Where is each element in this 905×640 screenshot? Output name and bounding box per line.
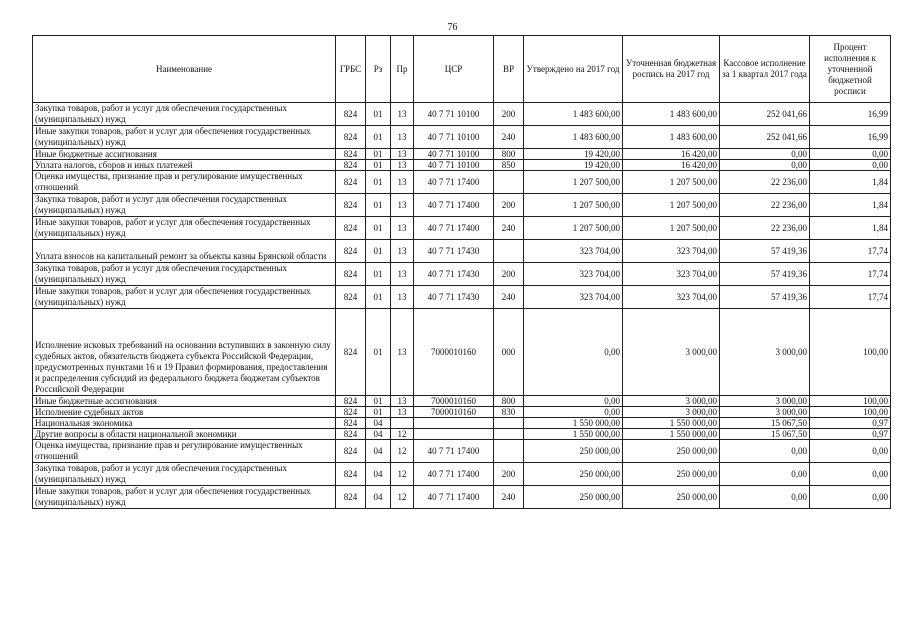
row-refined: 1 483 600,00	[623, 103, 720, 126]
row-rz: 01	[366, 160, 391, 171]
row-csr	[414, 418, 494, 429]
row-name: Уплата взносов на капитальный ремонт за объекты казны Брянской области	[33, 240, 336, 263]
row-grbs: 824	[336, 286, 366, 309]
row-executed: 57 419,36	[720, 263, 810, 286]
header-percent: Процент исполнения к уточненной бюджетной росписи	[810, 36, 891, 103]
row-csr: 40 7 71 17430	[414, 286, 494, 309]
row-approved: 1 550 000,00	[524, 418, 623, 429]
row-csr: 7000010160	[414, 407, 494, 418]
row-pr: 13	[391, 126, 414, 149]
row-grbs: 824	[336, 396, 366, 407]
row-pr: 12	[391, 429, 414, 440]
row-executed: 0,00	[720, 440, 810, 463]
header-vr: ВР	[494, 36, 524, 103]
row-grbs: 824	[336, 407, 366, 418]
row-vr: 240	[494, 217, 524, 240]
row-executed: 22 236,00	[720, 217, 810, 240]
row-csr: 40 7 71 17400	[414, 463, 494, 486]
row-rz: 01	[366, 171, 391, 194]
row-name: Закупка товаров, работ и услуг для обеспечения государственных (муниципальных) нужд	[33, 463, 336, 486]
row-rz: 01	[366, 149, 391, 160]
row-percent: 1,84	[810, 194, 891, 217]
row-executed: 15 067,50	[720, 418, 810, 429]
row-csr: 40 7 71 17430	[414, 263, 494, 286]
row-grbs: 824	[336, 217, 366, 240]
row-refined: 16 420,00	[623, 160, 720, 171]
row-executed: 57 419,36	[720, 286, 810, 309]
row-approved: 250 000,00	[524, 486, 623, 509]
row-refined: 323 704,00	[623, 240, 720, 263]
row-vr: 800	[494, 149, 524, 160]
row-refined: 16 420,00	[623, 149, 720, 160]
row-grbs: 824	[336, 103, 366, 126]
row-grbs: 824	[336, 440, 366, 463]
row-percent: 100,00	[810, 407, 891, 418]
row-executed: 0,00	[720, 160, 810, 171]
row-rz: 01	[366, 263, 391, 286]
row-approved: 250 000,00	[524, 440, 623, 463]
row-vr: 000	[494, 309, 524, 396]
row-vr: 800	[494, 396, 524, 407]
table-row	[33, 486, 891, 509]
row-refined: 3 000,00	[623, 396, 720, 407]
table-row	[33, 429, 891, 440]
row-approved: 323 704,00	[524, 286, 623, 309]
row-csr: 7000010160	[414, 309, 494, 396]
row-name: Иные закупки товаров, работ и услуг для обеспечения государственных (муниципальных) нужд	[33, 126, 336, 149]
row-grbs: 824	[336, 149, 366, 160]
row-percent: 0,97	[810, 418, 891, 429]
row-refined: 250 000,00	[623, 463, 720, 486]
row-approved: 1 483 600,00	[524, 103, 623, 126]
row-vr	[494, 171, 524, 194]
row-rz: 04	[366, 429, 391, 440]
row-percent: 0,00	[810, 486, 891, 509]
row-pr: 13	[391, 396, 414, 407]
row-approved: 1 483 600,00	[524, 126, 623, 149]
row-refined: 1 550 000,00	[623, 429, 720, 440]
row-grbs: 824	[336, 160, 366, 171]
row-executed: 3 000,00	[720, 309, 810, 396]
row-percent: 100,00	[810, 396, 891, 407]
row-pr: 13	[391, 160, 414, 171]
row-csr: 40 7 71 17400	[414, 194, 494, 217]
row-name: Закупка товаров, работ и услуг для обеспечения государственных (муниципальных) нужд	[33, 194, 336, 217]
budget-table	[32, 35, 891, 509]
table-row	[33, 160, 891, 171]
row-rz: 04	[366, 486, 391, 509]
row-grbs: 824	[336, 171, 366, 194]
table-row	[33, 396, 891, 407]
row-grbs: 824	[336, 309, 366, 396]
row-refined: 323 704,00	[623, 286, 720, 309]
row-percent: 0,00	[810, 463, 891, 486]
row-percent: 17,74	[810, 240, 891, 263]
header-csr: ЦСР	[414, 36, 494, 103]
row-percent: 16,99	[810, 126, 891, 149]
row-name: Исполнение исковых требований на основании вступивших в законную силу судебных актов, обязательств бюджета субъекта Российской Федерации, предусмотренных пунктами 16 и 19 Правил формирования, предоставления и распределения субсидий из федерального бюджета бюджетам субъектов Российской Федерации	[33, 309, 336, 396]
row-name: Иные закупки товаров, работ и услуг для обеспечения государственных (муниципальных) нужд	[33, 286, 336, 309]
row-executed: 3 000,00	[720, 396, 810, 407]
table-row	[33, 194, 891, 217]
row-name: Закупка товаров, работ и услуг для обеспечения государственных (муниципальных) нужд	[33, 263, 336, 286]
row-grbs: 824	[336, 194, 366, 217]
row-rz: 04	[366, 463, 391, 486]
row-percent: 1,84	[810, 217, 891, 240]
table-row	[33, 286, 891, 309]
table-row	[33, 171, 891, 194]
row-pr: 13	[391, 194, 414, 217]
row-executed: 3 000,00	[720, 407, 810, 418]
row-percent: 16,99	[810, 103, 891, 126]
table-row	[33, 149, 891, 160]
row-rz: 01	[366, 407, 391, 418]
row-name: Закупка товаров, работ и услуг для обеспечения государственных (муниципальных) нужд	[33, 103, 336, 126]
row-grbs: 824	[336, 240, 366, 263]
row-executed: 22 236,00	[720, 171, 810, 194]
row-percent: 1,84	[810, 171, 891, 194]
row-rz: 01	[366, 217, 391, 240]
row-approved: 250 000,00	[524, 463, 623, 486]
row-csr: 40 7 71 10100	[414, 149, 494, 160]
row-approved: 323 704,00	[524, 263, 623, 286]
row-pr: 13	[391, 149, 414, 160]
row-executed: 0,00	[720, 149, 810, 160]
row-name: Иные бюджетные ассигнования	[33, 396, 336, 407]
header-grbs: ГРБС	[336, 36, 366, 103]
row-refined: 3 000,00	[623, 407, 720, 418]
row-executed: 252 041,66	[720, 103, 810, 126]
row-vr: 200	[494, 194, 524, 217]
row-refined: 1 207 500,00	[623, 194, 720, 217]
row-executed: 22 236,00	[720, 194, 810, 217]
row-pr: 13	[391, 240, 414, 263]
row-pr: 13	[391, 286, 414, 309]
header-approved: Утверждено на 2017 год	[524, 36, 623, 103]
row-vr	[494, 429, 524, 440]
row-name: Иные бюджетные ассигнования	[33, 149, 336, 160]
row-executed: 15 067,50	[720, 429, 810, 440]
row-rz: 01	[366, 103, 391, 126]
row-vr: 200	[494, 103, 524, 126]
row-pr: 13	[391, 171, 414, 194]
row-name: Исполнение судебных актов	[33, 407, 336, 418]
table-row	[33, 463, 891, 486]
row-pr: 13	[391, 263, 414, 286]
row-rz: 01	[366, 286, 391, 309]
row-refined: 250 000,00	[623, 440, 720, 463]
row-refined: 1 483 600,00	[623, 126, 720, 149]
row-grbs: 824	[336, 263, 366, 286]
row-pr: 13	[391, 309, 414, 396]
row-name: Уплата налогов, сборов и иных платежей	[33, 160, 336, 171]
row-executed: 252 041,66	[720, 126, 810, 149]
row-approved: 0,00	[524, 407, 623, 418]
row-percent: 0,97	[810, 429, 891, 440]
row-csr: 40 7 71 10100	[414, 103, 494, 126]
row-executed: 0,00	[720, 463, 810, 486]
row-vr	[494, 418, 524, 429]
page-number: 76	[447, 22, 458, 33]
row-rz: 04	[366, 418, 391, 429]
row-name: Оценка имущества, признание прав и регулирование имущественных отношений	[33, 440, 336, 463]
row-grbs: 824	[336, 429, 366, 440]
row-pr: 13	[391, 103, 414, 126]
row-approved: 19 420,00	[524, 160, 623, 171]
row-pr: 13	[391, 217, 414, 240]
row-rz: 01	[366, 194, 391, 217]
row-pr: 12	[391, 486, 414, 509]
row-grbs: 824	[336, 418, 366, 429]
table-row	[33, 440, 891, 463]
row-refined: 323 704,00	[623, 263, 720, 286]
row-approved: 1 207 500,00	[524, 194, 623, 217]
row-executed: 0,00	[720, 486, 810, 509]
row-vr: 240	[494, 286, 524, 309]
row-vr: 830	[494, 407, 524, 418]
row-vr: 240	[494, 126, 524, 149]
row-refined: 250 000,00	[623, 486, 720, 509]
row-refined: 3 000,00	[623, 309, 720, 396]
row-approved: 1 550 000,00	[524, 429, 623, 440]
row-percent: 0,00	[810, 160, 891, 171]
row-name: Иные закупки товаров, работ и услуг для обеспечения государственных (муниципальных) нужд	[33, 486, 336, 509]
row-rz: 01	[366, 126, 391, 149]
row-rz: 01	[366, 396, 391, 407]
row-name: Иные закупки товаров, работ и услуг для обеспечения государственных (муниципальных) нужд	[33, 217, 336, 240]
row-rz: 01	[366, 309, 391, 396]
row-approved: 0,00	[524, 309, 623, 396]
row-percent: 0,00	[810, 440, 891, 463]
table-row	[33, 407, 891, 418]
row-csr: 40 7 71 10100	[414, 160, 494, 171]
row-refined: 1 550 000,00	[623, 418, 720, 429]
row-rz: 04	[366, 440, 391, 463]
row-vr: 850	[494, 160, 524, 171]
table-row	[33, 418, 891, 429]
row-csr: 40 7 71 17400	[414, 171, 494, 194]
row-csr: 40 7 71 17430	[414, 240, 494, 263]
row-percent: 100,00	[810, 309, 891, 396]
row-approved: 1 207 500,00	[524, 217, 623, 240]
row-vr: 200	[494, 263, 524, 286]
row-rz: 01	[366, 240, 391, 263]
row-vr	[494, 240, 524, 263]
row-vr: 240	[494, 486, 524, 509]
row-refined: 1 207 500,00	[623, 217, 720, 240]
row-percent: 17,74	[810, 286, 891, 309]
row-pr: 12	[391, 463, 414, 486]
row-csr: 40 7 71 17400	[414, 440, 494, 463]
row-csr: 7000010160	[414, 396, 494, 407]
header-pr: Пр	[391, 36, 414, 103]
table-header-row	[33, 36, 891, 103]
table-row	[33, 240, 891, 263]
row-csr: 40 7 71 17400	[414, 217, 494, 240]
row-approved: 0,00	[524, 396, 623, 407]
row-percent: 0,00	[810, 149, 891, 160]
row-executed: 57 419,36	[720, 240, 810, 263]
row-pr: 13	[391, 407, 414, 418]
table-row	[33, 126, 891, 149]
table-row	[33, 263, 891, 286]
header-executed: Кассовое исполнение за 1 квартал 2017 года	[720, 36, 810, 103]
row-vr: 200	[494, 463, 524, 486]
row-grbs: 824	[336, 463, 366, 486]
table-row	[33, 103, 891, 126]
row-csr: 40 7 71 10100	[414, 126, 494, 149]
row-approved: 19 420,00	[524, 149, 623, 160]
row-csr: 40 7 71 17400	[414, 486, 494, 509]
row-name: Оценка имущества, признание прав и регулирование имущественных отношений	[33, 171, 336, 194]
row-approved: 1 207 500,00	[524, 171, 623, 194]
row-pr: 12	[391, 440, 414, 463]
row-refined: 1 207 500,00	[623, 171, 720, 194]
row-grbs: 824	[336, 486, 366, 509]
row-pr	[391, 418, 414, 429]
row-approved: 323 704,00	[524, 240, 623, 263]
row-percent: 17,74	[810, 263, 891, 286]
table-row	[33, 309, 891, 396]
row-vr	[494, 440, 524, 463]
header-rz: Рз	[366, 36, 391, 103]
row-csr	[414, 429, 494, 440]
header-refined: Уточненная бюджетная роспись на 2017 год	[623, 36, 720, 103]
row-name: Другие вопросы в области национальной экономики	[33, 429, 336, 440]
header-name: Наименование	[33, 36, 336, 103]
table-row	[33, 217, 891, 240]
row-name: Национальная экономика	[33, 418, 336, 429]
row-grbs: 824	[336, 126, 366, 149]
